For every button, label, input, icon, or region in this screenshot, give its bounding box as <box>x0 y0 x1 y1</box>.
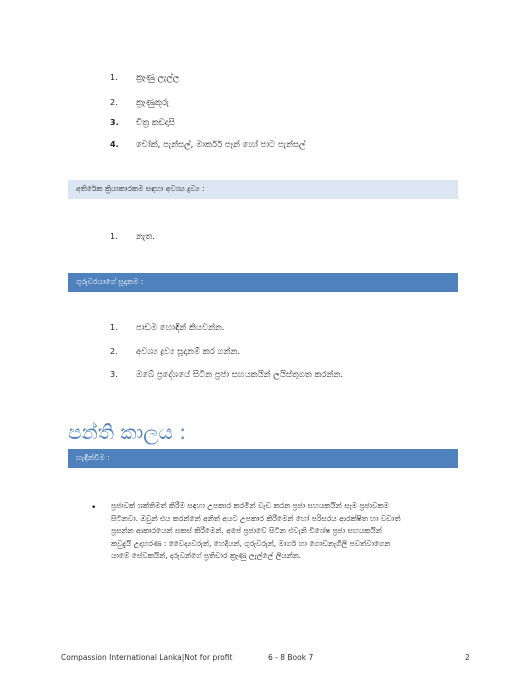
footer-page-number: 2 <box>465 653 470 662</box>
list-number: 1. <box>110 232 118 241</box>
list-number: 3. <box>110 370 118 379</box>
section-band-teacher-preparation <box>68 273 458 292</box>
list-text: ක්‍රෑණුකූරු <box>136 98 169 108</box>
list-text: චෝක්, පැන්සල්, මාර්කර් පෑන් හෝ පාට පැන්සල් <box>136 140 306 150</box>
paragraph-line: ප්‍රසන්න ආකාරයෙන් සකස් කිරීමෙන්. අපේ ප්‍රජාවේ සිටින එවැනි විශේෂ ප්‍රජා සහයකයින් <box>111 526 382 535</box>
footer-left: Compassion International Lanka|Not for profit <box>61 653 233 662</box>
section-band-introduction <box>68 449 458 468</box>
list-number: 2. <box>110 98 118 107</box>
section-band-extra-materials <box>68 180 458 199</box>
list-text: චිත්‍ර කඩදාසි <box>136 118 175 128</box>
list-number: 4. <box>110 140 119 149</box>
list-text: ඔබේ ප්‍රදේශයේ සිටින ප්‍රජා සහයකයින් ලයිස්තුගත කරන්න. <box>136 370 344 380</box>
intro-paragraph <box>111 500 451 563</box>
bullet-icon: • <box>91 503 97 513</box>
list-text: ක්‍රෑණු ලැල්ල <box>136 73 180 83</box>
list-number: 3. <box>110 118 119 127</box>
list-number: 1. <box>110 73 118 82</box>
paragraph-line: කවුදැයි උදාහරණ : වෛද්‍යවරුන්, හෙදියන්, ගුරුවරුන්, මාර්ග හා ගොඩනැගිලි පවත්වාගෙන <box>111 538 391 548</box>
section-title-class-time: පන්ති කාලය : <box>68 420 186 444</box>
paragraph-line: යාමේ සේවකයින්, දරුවන්ගේ ප්‍රතිචාර ක්‍රෑණු ලැල්ලේ ලියන්න. <box>111 551 302 560</box>
footer-center: 6 - 8 Book 7 <box>268 653 314 662</box>
list-number: 2. <box>110 347 118 356</box>
list-text: අවශ්‍ය ද්‍රව්‍ය සූදානම් කර ගන්න. <box>136 347 241 357</box>
band-label: හැඳින්වීම : <box>76 453 110 462</box>
list-text: නැත. <box>136 232 155 242</box>
list-number: 1. <box>110 323 118 332</box>
band-label: අතිරේක ක්‍රියාකාරකම සඳහා අවශ්‍ය ද්‍රව්‍ය : <box>76 184 205 193</box>
paragraph-line: ප්‍රජාවක් ශක්තිමත් කිරීම සඳහා උපකාර කරමින් වැඩ කරන ප්‍රජා සහයකයින් සෑම ප්‍රජාවකම <box>111 501 389 510</box>
list-text: පාඩම හොඳින් කියවන්න. <box>136 323 225 333</box>
paragraph-line: සිටිනවා. ඔවුන් එය කරන්නේ අනිත් අයට උපකාර කිරීමෙන් හෝ පරිසරය ආරක්ෂිත හා වඩාත් <box>111 513 401 523</box>
band-label: ගුරුවරයාගේ සූදානම : <box>76 277 144 286</box>
